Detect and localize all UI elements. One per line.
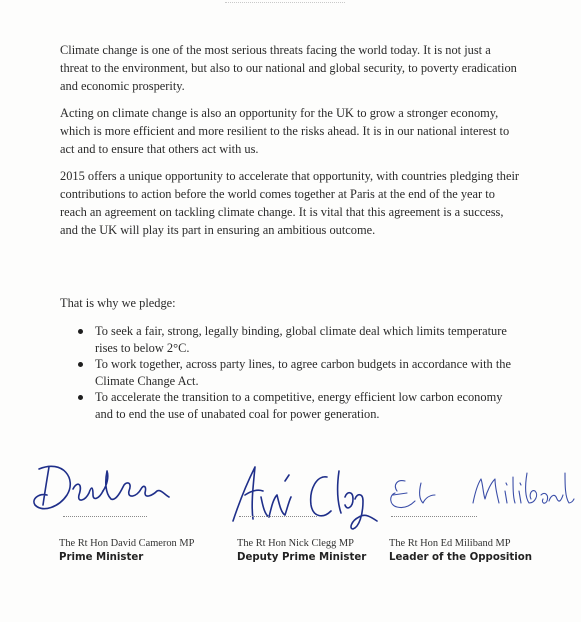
signatory-name: The Rt Hon Nick Clegg MP — [237, 538, 354, 549]
signature-line — [239, 514, 317, 517]
handwritten-signature-miliband — [385, 455, 575, 535]
handwritten-signature-cameron — [33, 455, 203, 535]
cropped-header-fragment — [225, 0, 345, 3]
signatory-role: Leader of the Opposition — [389, 552, 533, 563]
paragraph-opportunity: Acting on climate change is also an opportunity for the UK to grow a stronger economy, which is more efficient and more resilient to the risks ahead. It is in our national interest to act and to ensure that others act with us. — [60, 106, 510, 156]
signatory-role: Deputy Prime Minister — [237, 552, 367, 563]
pledge-item: To accelerate the transition to a competitive, energy efficient low carbon economy and to end the use of unabated coal for power generation. — [78, 389, 518, 422]
signature-block-cameron — [33, 455, 203, 565]
signature-block-clegg — [229, 455, 399, 565]
signatory-name: The Rt Hon Ed Miliband MP — [389, 538, 511, 549]
signatory-role: Prime Minister — [59, 552, 144, 563]
handwritten-signature-clegg — [229, 455, 399, 535]
letter-body — [60, 41, 520, 248]
paragraph-paris-2015: 2015 offers a unique opportunity to accelerate that opportunity, with countries pledging their contributions to action before the world comes together at Paris at the end of the year to reach an agreement on tackling climate change. It is vital that this agreement is a success, and the UK will play its part in ensuring an ambitious outcome. — [60, 169, 520, 237]
pledge-intro: That is why we pledge: — [60, 296, 176, 310]
signature-line — [391, 514, 477, 517]
pledge-item: To seek a fair, strong, legally binding, global climate deal which limits temperature rises to below 2°C. — [78, 323, 518, 356]
paragraph-climate-threat: Climate change is one of the most serious threats facing the world today. It is not just a threat to the environment, but also to our national and global security, to poverty eradication and economic prosperity. — [60, 43, 517, 93]
signature-block-miliband — [385, 455, 555, 565]
signature-line — [63, 514, 147, 517]
signatory-name: The Rt Hon David Cameron MP — [59, 538, 195, 549]
pledge-item: To work together, across party lines, to agree carbon budgets in accordance with the Climate Change Act. — [78, 356, 518, 389]
pledge-list — [78, 323, 518, 422]
